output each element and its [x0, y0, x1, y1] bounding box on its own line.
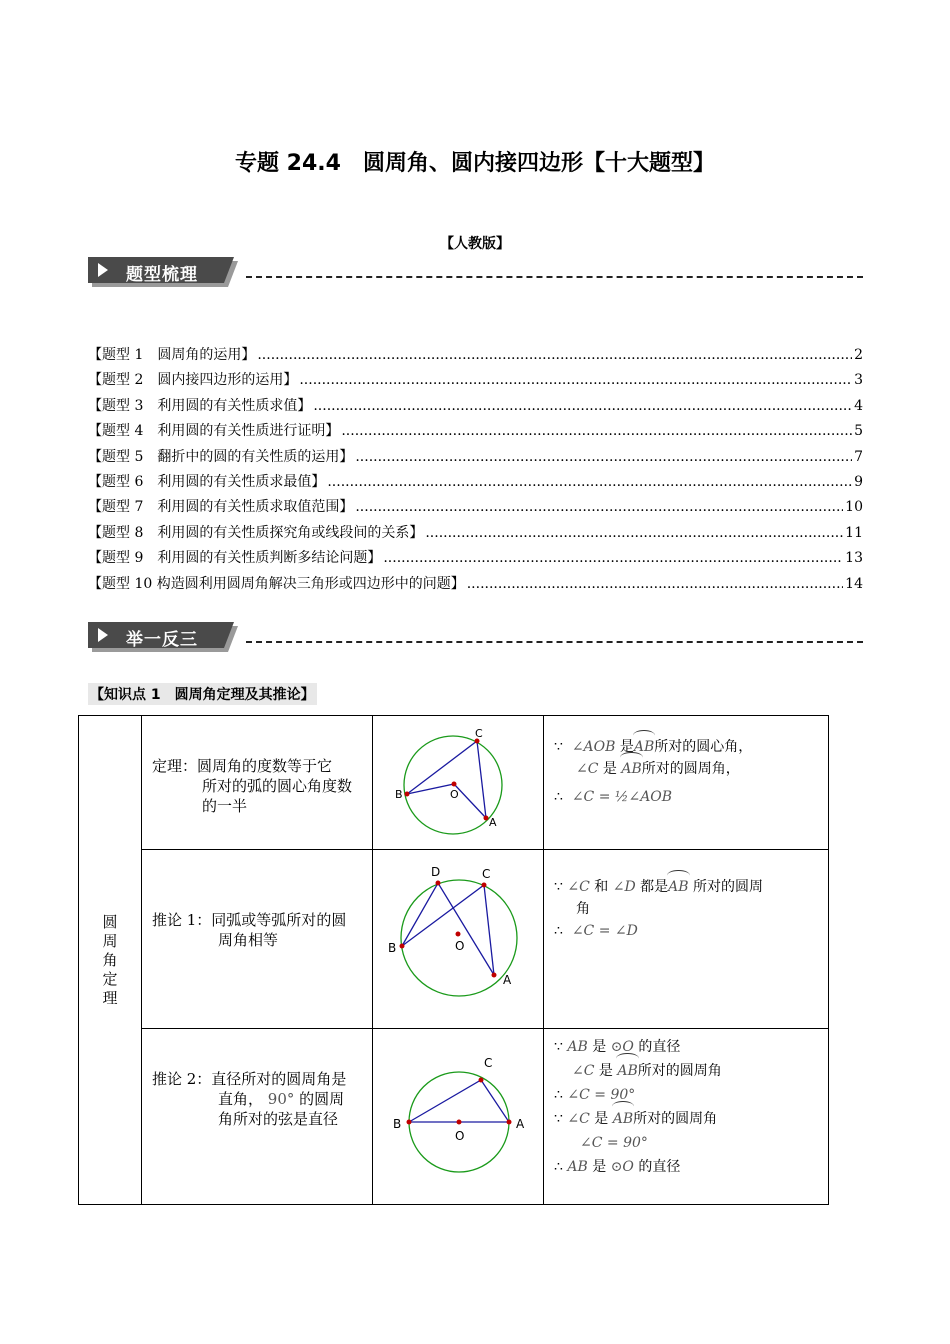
label-b: B	[395, 788, 403, 801]
radius-lines	[407, 784, 486, 818]
banner-title: 举一反三	[126, 630, 198, 650]
toc-entry-page: 3	[854, 372, 863, 389]
toc-entry[interactable]	[88, 495, 863, 520]
toc-entry[interactable]	[88, 572, 863, 597]
point-a	[492, 973, 497, 978]
toc-leader-dots	[327, 470, 852, 495]
toc-leader-dots	[257, 343, 852, 368]
toc-leader-dots	[313, 394, 852, 419]
corollary2-rest-line2: 角所对的弦是直径	[218, 1110, 339, 1128]
toc-entry-page: 11	[845, 524, 863, 541]
theorem-head: 定理：圆周角的度数等于它	[152, 757, 333, 775]
table-row	[79, 1029, 829, 1205]
corollary2-head: 推论 2：直径所对的圆周角是	[152, 1070, 347, 1088]
toc-entry-label: 【题型 9 利用圆的有关性质判断多结论问题】	[88, 550, 382, 567]
toc-entry[interactable]	[88, 394, 863, 419]
corollary2-figure	[373, 1029, 543, 1200]
toc-entry-label: 【题型 2 圆内接四边形的运用】	[88, 372, 298, 389]
figure-cell	[373, 850, 544, 1029]
side-label-cell	[79, 716, 142, 1205]
description-cell	[142, 1029, 373, 1205]
chord-lines	[407, 741, 486, 818]
proof-line: ∠C = 90°	[580, 1135, 648, 1151]
toc-entry-page: 14	[845, 575, 863, 592]
toc-entry-page: 13	[845, 550, 863, 567]
label-a: A	[503, 973, 512, 987]
point-a	[507, 1120, 512, 1125]
figure-cell	[373, 1029, 544, 1205]
proof-cell	[544, 850, 829, 1029]
point-b	[400, 944, 405, 949]
toc-entry-page: 10	[845, 499, 863, 516]
toc-entry[interactable]	[88, 546, 863, 571]
point-d	[436, 881, 441, 886]
point-o	[456, 932, 461, 937]
label-b: B	[388, 941, 397, 955]
proof-line: ∴ ∠C = ½∠AOB	[554, 789, 673, 805]
toc-entry-label: 【题型 4 利用圆的有关性质进行证明】	[88, 423, 340, 440]
toc-entry[interactable]	[88, 445, 863, 470]
figure-cell	[373, 716, 544, 850]
label-o: O	[455, 1129, 465, 1143]
proof-line: ∵ ∠C 和 ∠D 都是AB 所对的圆周	[554, 876, 822, 898]
knowledge-point-title: 【知识点 1 圆周角定理及其推论】	[88, 683, 317, 705]
table-row	[79, 850, 829, 1029]
point-b	[405, 792, 410, 797]
toc-entry[interactable]	[88, 343, 863, 368]
label-c: C	[475, 727, 483, 740]
description-cell	[142, 850, 373, 1029]
toc-entry-label: 【题型 10 构造圆利用圆周角解决三角形或四边形中的问题】	[88, 575, 465, 592]
description-cell	[142, 716, 373, 850]
toc-entry-page: 7	[854, 448, 863, 465]
toc-leader-dots	[355, 495, 843, 520]
toc-entry-label: 【题型 6 利用圆的有关性质求最值】	[88, 473, 326, 490]
toc-leader-dots	[299, 368, 852, 393]
banner-dash-line	[246, 276, 863, 278]
toc-entry-label: 【题型 3 利用圆的有关性质求值】	[88, 397, 312, 414]
proof-cell	[544, 716, 829, 850]
table-row	[79, 716, 829, 850]
corollary1-rest: 周角相等	[218, 931, 279, 949]
label-c: C	[484, 1056, 493, 1070]
toc-entry-page: 2	[854, 347, 863, 363]
toc-entry-label: 【题型 8 利用圆的有关性质探究角或线段间的关系】	[88, 524, 424, 541]
toc-leader-dots	[383, 546, 843, 571]
label-d: D	[431, 865, 441, 879]
circle-shape	[401, 880, 517, 996]
banner-title: 题型梳理	[126, 265, 198, 285]
corollary1-head: 推论 1：同弧或等弧所对的圆	[152, 911, 347, 929]
label-a: A	[516, 1117, 525, 1131]
side-label: 圆周角定理	[102, 912, 118, 1007]
toc-entry[interactable]	[88, 368, 863, 393]
point-a	[484, 816, 489, 821]
toc-entry[interactable]	[88, 521, 863, 546]
edition-label: 【人教版】	[440, 236, 510, 252]
theorem-figure	[373, 716, 543, 845]
chord-lines	[402, 883, 494, 975]
toc-entry-page: 4	[854, 397, 863, 414]
proof-line: ∴ ∠C = 90°	[554, 1087, 636, 1103]
point-c	[482, 883, 487, 888]
banner-dash-line	[246, 641, 863, 643]
toc-entry[interactable]	[88, 470, 863, 495]
proof-line: ∵ ∠C 是 AB所对的圆周角	[554, 1107, 822, 1131]
page-title: 专题 24.4 圆周角、圆内接四边形【十大题型】	[235, 151, 715, 176]
proof-line: ∵ AB 是 ⊙O 的直径	[554, 1039, 681, 1055]
proof-line: 角	[576, 901, 590, 917]
proof-line: ∵ ∠AOB 是AB所对的圆心角，	[554, 736, 822, 758]
label-o: O	[455, 939, 465, 953]
toc-entry[interactable]	[88, 419, 863, 444]
toc-entry-page: 5	[854, 423, 863, 440]
proof-line: ∠C 是 AB所对的圆周角，	[554, 758, 822, 780]
point-c	[479, 1078, 484, 1083]
toc-entry-page: 9	[854, 473, 863, 490]
toc-entry-label: 【题型 5 翻折中的圆的有关性质的运用】	[88, 448, 354, 465]
label-a: A	[489, 816, 497, 829]
toc-entry-label: 【题型 7 利用圆的有关性质求取值范围】	[88, 499, 354, 516]
toc-entry-label: 【题型 1 圆周角的运用】	[88, 347, 256, 363]
proof-line: ∠C 是 AB所对的圆周角	[554, 1059, 822, 1083]
point-o	[457, 1120, 462, 1125]
label-b: B	[393, 1117, 402, 1131]
theorem-rest: 所对的弧的圆心角度数的一半	[202, 777, 353, 815]
proof-cell	[544, 1029, 829, 1205]
label-c: C	[482, 867, 491, 881]
toc-leader-dots	[467, 572, 843, 597]
proof-line: ∴ ∠C = ∠D	[554, 923, 638, 939]
point-b	[407, 1120, 412, 1125]
point-o	[452, 782, 457, 787]
toc-leader-dots	[341, 419, 852, 444]
proof-line: ∴ AB 是 ⊙O 的直径	[554, 1159, 681, 1175]
section-banner-examples	[88, 622, 863, 656]
toc-leader-dots	[355, 445, 852, 470]
label-o: O	[450, 788, 459, 801]
toc-leader-dots	[425, 521, 843, 546]
corollary2-rest-line1: 直角， 90° 的圆周	[218, 1090, 345, 1108]
knowledge-table	[78, 715, 829, 1205]
section-banner-toc	[88, 257, 863, 291]
table-of-contents	[88, 343, 863, 597]
corollary1-figure	[373, 850, 543, 1024]
